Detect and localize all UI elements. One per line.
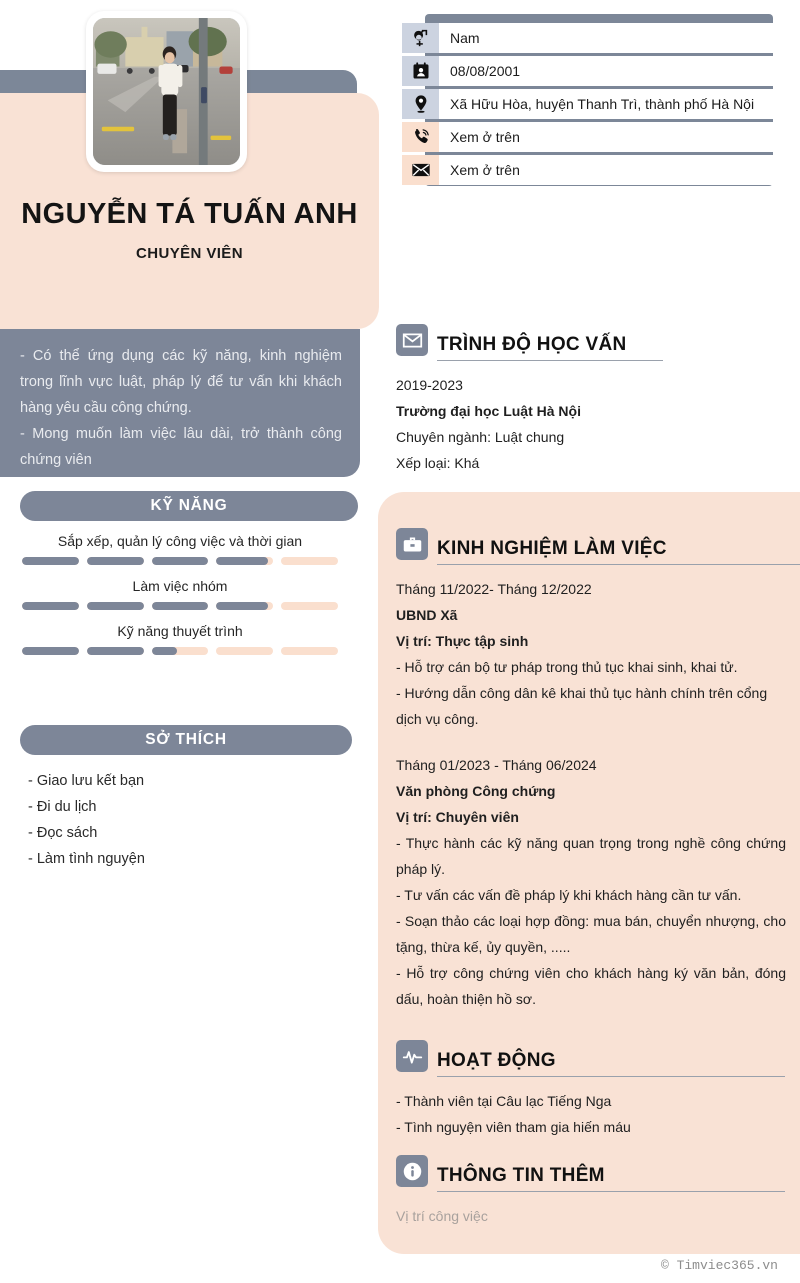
skill-item [0,533,360,565]
experience-period: Tháng 01/2023 - Tháng 06/2024 [396,757,597,773]
activities-title: HOẠT ĐỘNG [437,1050,556,1071]
skill-segment [87,647,144,655]
info-icon-glyph [402,1161,423,1182]
envelope-icon-glyph [402,330,423,351]
birthday-icon-glyph [411,61,431,81]
skill-label: Sắp xếp, quản lý công việc và thời gian [57,533,303,549]
activity-item: - Thành viên tại Câu lạc Tiếng Nga [396,1093,612,1109]
education-school: Trường đại học Luật Hà Nội [396,403,581,419]
hobbies-heading: SỞ THÍCH [20,725,352,755]
skill-segment [22,602,79,610]
skill-segment-fill [22,557,79,565]
birthday-icon [402,56,439,86]
name-block [0,195,379,262]
contact-value: 08/08/2001 [439,56,773,86]
profile-photo-illustration [93,18,240,165]
experience-bullet: - Soạn thảo các loại hợp đồng: mua bán, chuyển nhượng, cho tặng, thừa kế, ủy quyền, ..... [396,913,786,955]
skill-segment [22,647,79,655]
info-icon [396,1155,428,1187]
gender-icon [402,23,439,53]
contact-row [402,155,773,185]
experience-bullet: - Hỗ trợ cán bộ tư pháp trong thủ tục khai sinh, khai tử. [396,659,738,675]
hobby-item: - Đi du lịch [28,799,97,815]
skill-segment-fill [152,602,209,610]
experience-bullet: - Hướng dẫn công dân kê khai thủ tục hành chính trên cổng dịch vụ công. [396,685,768,727]
skill-segment-fill [87,557,144,565]
education-major: Chuyên ngành: Luật chung [396,429,565,445]
hobby-item: - Đọc sách [28,825,98,841]
more-info-section [396,1155,786,1229]
contact-list [402,23,773,188]
more-info-body [396,1203,786,1229]
skill-rating-bar [0,602,360,610]
hobby-item: - Giao lưu kết bạn [28,773,145,789]
skill-label: Làm việc nhóm [132,578,228,594]
experience-period: Tháng 11/2022- Tháng 12/2022 [396,581,592,597]
activities-header [396,1040,786,1072]
experience-company: UBND Xã [396,607,458,623]
experience-section [396,528,786,1012]
pulse-icon [396,1040,428,1072]
experience-entry [396,576,786,732]
education-title: TRÌNH ĐỘ HỌC VẤN [437,334,627,355]
email-icon [402,155,439,185]
skill-segment [152,647,209,655]
skill-segment [152,557,209,565]
experience-bullet: - Hỗ trợ công chứng viên cho khách hàng ký văn bản, đóng dấu, hoàn thiện hồ sơ. [396,965,786,1007]
skill-item [0,623,360,655]
skill-segment [281,647,338,655]
job-title: CHUYÊN VIÊN [136,245,243,262]
education-section [396,324,786,476]
skill-segment [152,602,209,610]
career-objective [0,329,360,477]
contact-row [402,122,773,152]
briefcase-icon [396,528,428,560]
experience-divider [437,564,800,565]
contact-value: Xem ở trên [439,155,773,185]
profile-photo [93,18,240,165]
experience-position: Vị trí: Chuyên viên [396,809,519,825]
skill-segment [216,557,273,565]
hobby-item: - Làm tình nguyện [28,851,145,867]
skill-segment [281,557,338,565]
skill-segment-fill [152,647,178,655]
contact-row [402,89,773,119]
skill-segment [87,557,144,565]
contact-value: Nam [439,23,773,53]
skill-item [0,578,360,610]
experience-bullet: - Thực hành các kỹ năng quan trọng trong nghề công chứng pháp lý. [396,835,786,877]
contact-value: Xem ở trên [439,122,773,152]
gender-icon-glyph [411,28,431,48]
education-grade: Xếp loại: Khá [396,455,480,471]
skill-segment-fill [87,602,144,610]
experience-position: Vị trí: Thực tập sinh [396,633,529,649]
experience-header [396,528,786,560]
skill-segment-fill [152,557,209,565]
skill-rating-bar [0,557,360,565]
skill-segment [22,557,79,565]
footer-credit: © Timviec365.vn [660,1258,778,1273]
experience-company: Văn phòng Công chứng [396,783,556,799]
education-divider [437,360,663,361]
contact-row [402,56,773,86]
activities-section [396,1040,786,1140]
objective-line-2: - Mong muốn làm việc lâu dài, trở thành công chứng viên [20,426,342,468]
skill-label: Kỹ năng thuyết trình [117,623,243,639]
skill-segment-fill [216,557,267,565]
skill-segment-fill [87,647,144,655]
skill-segment [216,602,273,610]
more-info-header [396,1155,786,1187]
phone-icon-glyph [411,127,431,147]
skill-segment [216,647,273,655]
email-icon-glyph [411,160,431,180]
experience-jobs [396,576,786,1012]
skill-segment-fill [22,602,79,610]
location-icon-glyph [411,94,431,114]
skill-segment-fill [22,647,79,655]
activities-divider [437,1076,785,1077]
skill-segment-fill [216,602,267,610]
experience-title: KINH NGHIỆM LÀM VIỆC [437,538,667,559]
skills-list [0,533,360,668]
location-icon [402,89,439,119]
phone-icon [402,122,439,152]
avatar [86,11,247,172]
skill-segment [87,602,144,610]
education-period: 2019-2023 [396,377,463,393]
activity-item: - Tình nguyện viên tham gia hiến máu [396,1119,631,1135]
skill-segment [281,602,338,610]
activities-list [396,1088,786,1140]
skills-heading: KỸ NĂNG [20,491,358,521]
contact-row [402,23,773,53]
education-header [396,324,786,356]
experience-entry [396,752,786,1012]
more-info-divider [437,1191,785,1192]
hobbies-list [28,768,358,872]
more-info-placeholder: Vị trí công việc [396,1208,488,1224]
education-entry [396,372,786,476]
envelope-icon [396,324,428,356]
briefcase-icon-glyph [402,534,423,555]
page-title: NGUYỄN TÁ TUẤN ANH [21,198,358,230]
experience-bullet: - Tư vấn các vấn đề pháp lý khi khách hàng cần tư vấn. [396,887,742,903]
pulse-icon-glyph [402,1046,423,1067]
contact-value: Xã Hữu Hòa, huyện Thanh Trì, thành phố Hà Nội [439,89,773,119]
more-info-title: THÔNG TIN THÊM [437,1165,605,1186]
skill-rating-bar [0,647,360,655]
objective-line-1: - Có thể ứng dụng các kỹ năng, kinh nghiệm trong lĩnh vực luật, pháp lý để tư vấn khi khách hàng yêu cầu công chứng. [20,348,342,416]
